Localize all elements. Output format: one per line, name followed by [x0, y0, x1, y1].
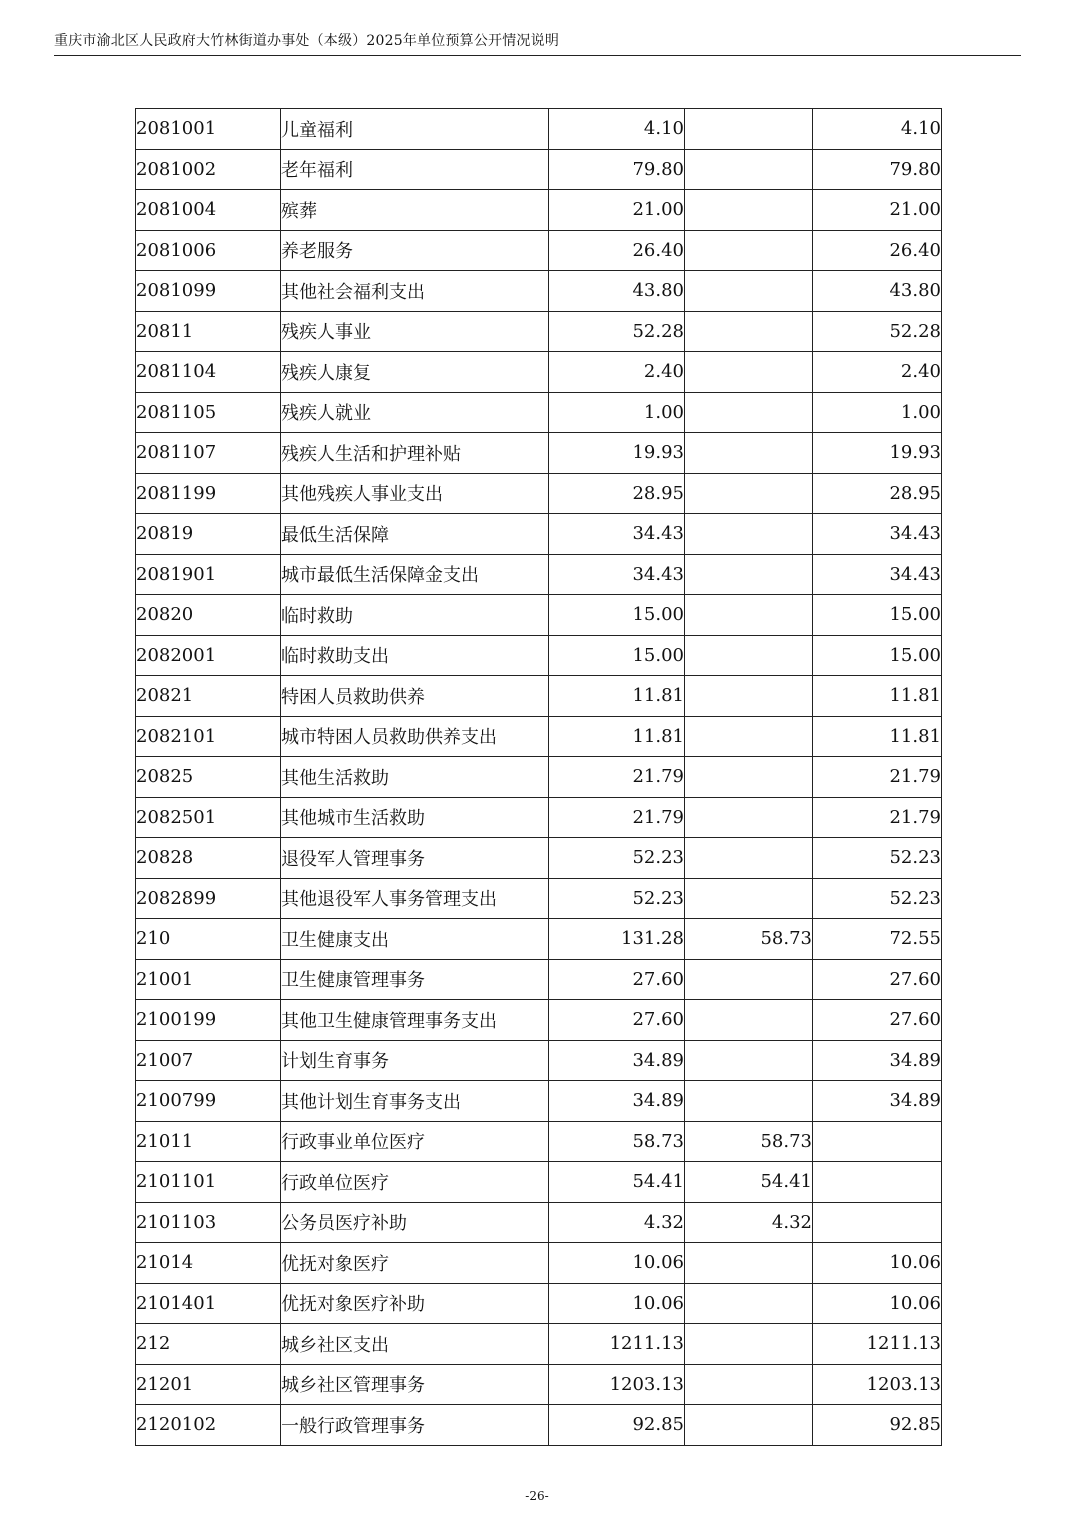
cell-total-amount: 58.73 [549, 1121, 685, 1162]
cell-project-expenditure: 52.23 [813, 838, 942, 879]
cell-total-amount: 52.23 [549, 878, 685, 919]
cell-project-expenditure: 1.00 [813, 392, 942, 433]
table-row [136, 959, 942, 1000]
cell-project-expenditure: 52.28 [813, 311, 942, 352]
cell-subject-name: 城乡社区管理事务 [281, 1364, 549, 1405]
cell-subject-code: 20820 [136, 595, 281, 636]
cell-project-expenditure: 21.79 [813, 757, 942, 798]
cell-project-expenditure [813, 1121, 942, 1162]
cell-project-expenditure [813, 1202, 942, 1243]
cell-subject-name: 临时救助 [281, 595, 549, 636]
cell-project-expenditure: 15.00 [813, 635, 942, 676]
cell-project-expenditure: 34.43 [813, 554, 942, 595]
cell-basic-expenditure: 4.32 [685, 1202, 813, 1243]
cell-total-amount: 19.93 [549, 433, 685, 474]
cell-subject-code: 2082899 [136, 878, 281, 919]
cell-total-amount: 28.95 [549, 473, 685, 514]
table-row [136, 109, 942, 150]
cell-total-amount: 34.43 [549, 514, 685, 555]
cell-subject-name: 残疾人生活和护理补贴 [281, 433, 549, 474]
cell-project-expenditure: 34.43 [813, 514, 942, 555]
cell-project-expenditure: 34.89 [813, 1040, 942, 1081]
cell-basic-expenditure [685, 433, 813, 474]
cell-total-amount: 1211.13 [549, 1324, 685, 1365]
cell-subject-name: 其他卫生健康管理事务支出 [281, 1000, 549, 1041]
cell-subject-name: 最低生活保障 [281, 514, 549, 555]
cell-total-amount: 52.23 [549, 838, 685, 879]
cell-subject-name: 其他生活救助 [281, 757, 549, 798]
cell-subject-code: 2081107 [136, 433, 281, 474]
table-row [136, 1364, 942, 1405]
cell-project-expenditure: 4.10 [813, 109, 942, 150]
cell-total-amount: 21.79 [549, 757, 685, 798]
cell-basic-expenditure [685, 190, 813, 231]
cell-total-amount: 34.89 [549, 1040, 685, 1081]
cell-total-amount: 21.00 [549, 190, 685, 231]
cell-basic-expenditure [685, 1364, 813, 1405]
cell-subject-code: 21014 [136, 1243, 281, 1284]
cell-subject-name: 一般行政管理事务 [281, 1405, 549, 1446]
table-row [136, 271, 942, 312]
cell-subject-name: 计划生育事务 [281, 1040, 549, 1081]
cell-subject-name: 退役军人管理事务 [281, 838, 549, 879]
table-row [136, 757, 942, 798]
budget-table-body [136, 109, 942, 1446]
cell-project-expenditure: 2.40 [813, 352, 942, 393]
cell-subject-name: 殡葬 [281, 190, 549, 231]
cell-subject-name: 公务员医疗补助 [281, 1202, 549, 1243]
cell-subject-name: 残疾人康复 [281, 352, 549, 393]
cell-basic-expenditure [685, 838, 813, 879]
cell-subject-name: 其他残疾人事业支出 [281, 473, 549, 514]
cell-subject-code: 2081006 [136, 230, 281, 271]
cell-basic-expenditure [685, 1081, 813, 1122]
table-row [136, 1324, 942, 1365]
cell-total-amount: 2.40 [549, 352, 685, 393]
table-row [136, 716, 942, 757]
table-row [136, 919, 942, 960]
cell-basic-expenditure [685, 595, 813, 636]
header-divider [54, 55, 1021, 56]
cell-project-expenditure: 72.55 [813, 919, 942, 960]
cell-total-amount: 15.00 [549, 595, 685, 636]
cell-total-amount: 11.81 [549, 676, 685, 717]
cell-basic-expenditure [685, 757, 813, 798]
cell-subject-code: 2101401 [136, 1283, 281, 1324]
cell-basic-expenditure [685, 1243, 813, 1284]
cell-basic-expenditure [685, 392, 813, 433]
cell-basic-expenditure [685, 1283, 813, 1324]
cell-subject-code: 20828 [136, 838, 281, 879]
cell-total-amount: 10.06 [549, 1243, 685, 1284]
cell-subject-name: 老年福利 [281, 149, 549, 190]
cell-total-amount: 27.60 [549, 959, 685, 1000]
cell-subject-code: 212 [136, 1324, 281, 1365]
cell-project-expenditure: 1203.13 [813, 1364, 942, 1405]
table-row [136, 1121, 942, 1162]
cell-project-expenditure: 19.93 [813, 433, 942, 474]
cell-basic-expenditure [685, 1040, 813, 1081]
cell-project-expenditure: 34.89 [813, 1081, 942, 1122]
cell-basic-expenditure [685, 797, 813, 838]
table-row [136, 1405, 942, 1446]
cell-subject-name: 优抚对象医疗 [281, 1243, 549, 1284]
cell-basic-expenditure [685, 514, 813, 555]
table-row [136, 514, 942, 555]
cell-project-expenditure [813, 1162, 942, 1203]
cell-subject-name: 卫生健康支出 [281, 919, 549, 960]
cell-subject-code: 21011 [136, 1121, 281, 1162]
cell-subject-code: 210 [136, 919, 281, 960]
cell-subject-code: 2082101 [136, 716, 281, 757]
table-row [136, 433, 942, 474]
cell-total-amount: 27.60 [549, 1000, 685, 1041]
cell-basic-expenditure [685, 959, 813, 1000]
cell-total-amount: 26.40 [549, 230, 685, 271]
cell-total-amount: 54.41 [549, 1162, 685, 1203]
cell-subject-code: 2081104 [136, 352, 281, 393]
cell-subject-code: 20819 [136, 514, 281, 555]
cell-total-amount: 4.32 [549, 1202, 685, 1243]
cell-basic-expenditure [685, 109, 813, 150]
cell-subject-code: 2120102 [136, 1405, 281, 1446]
table-row [136, 473, 942, 514]
cell-project-expenditure: 10.06 [813, 1243, 942, 1284]
cell-subject-code: 21201 [136, 1364, 281, 1405]
cell-subject-code: 21001 [136, 959, 281, 1000]
cell-subject-code: 20821 [136, 676, 281, 717]
cell-project-expenditure: 10.06 [813, 1283, 942, 1324]
document-header-title: 重庆市渝北区人民政府大竹林街道办事处（本级）2025年单位预算公开情况说明 [54, 33, 560, 49]
cell-total-amount: 10.06 [549, 1283, 685, 1324]
cell-subject-code: 2081105 [136, 392, 281, 433]
table-row [136, 352, 942, 393]
cell-total-amount: 34.43 [549, 554, 685, 595]
cell-basic-expenditure [685, 676, 813, 717]
cell-project-expenditure: 1211.13 [813, 1324, 942, 1365]
cell-subject-code: 2100199 [136, 1000, 281, 1041]
cell-project-expenditure: 52.23 [813, 878, 942, 919]
table-row [136, 1162, 942, 1203]
cell-subject-name: 其他计划生育事务支出 [281, 1081, 549, 1122]
cell-total-amount: 21.79 [549, 797, 685, 838]
table-row [136, 392, 942, 433]
cell-subject-name: 临时救助支出 [281, 635, 549, 676]
cell-total-amount: 79.80 [549, 149, 685, 190]
budget-table [135, 108, 942, 1446]
cell-basic-expenditure [685, 1000, 813, 1041]
cell-basic-expenditure [685, 1324, 813, 1365]
cell-project-expenditure: 28.95 [813, 473, 942, 514]
cell-total-amount: 52.28 [549, 311, 685, 352]
cell-subject-code: 2081099 [136, 271, 281, 312]
cell-subject-code: 2081901 [136, 554, 281, 595]
cell-project-expenditure: 11.81 [813, 716, 942, 757]
cell-subject-code: 21007 [136, 1040, 281, 1081]
cell-subject-name: 其他城市生活救助 [281, 797, 549, 838]
cell-total-amount: 92.85 [549, 1405, 685, 1446]
cell-subject-name: 城乡社区支出 [281, 1324, 549, 1365]
cell-basic-expenditure [685, 230, 813, 271]
cell-subject-name: 卫生健康管理事务 [281, 959, 549, 1000]
cell-subject-code: 20825 [136, 757, 281, 798]
cell-basic-expenditure [685, 554, 813, 595]
cell-subject-code: 2082001 [136, 635, 281, 676]
cell-subject-code: 2081001 [136, 109, 281, 150]
cell-basic-expenditure [685, 716, 813, 757]
cell-basic-expenditure [685, 878, 813, 919]
cell-subject-code: 2082501 [136, 797, 281, 838]
table-row [136, 230, 942, 271]
cell-total-amount: 34.89 [549, 1081, 685, 1122]
cell-total-amount: 1203.13 [549, 1364, 685, 1405]
table-row [136, 1202, 942, 1243]
cell-subject-name: 养老服务 [281, 230, 549, 271]
table-row [136, 149, 942, 190]
cell-basic-expenditure [685, 1405, 813, 1446]
cell-subject-code: 2101101 [136, 1162, 281, 1203]
cell-total-amount: 4.10 [549, 109, 685, 150]
cell-subject-name: 特困人员救助供养 [281, 676, 549, 717]
cell-basic-expenditure [685, 271, 813, 312]
table-row [136, 838, 942, 879]
cell-basic-expenditure [685, 311, 813, 352]
cell-project-expenditure: 11.81 [813, 676, 942, 717]
table-row [136, 190, 942, 231]
cell-project-expenditure: 15.00 [813, 595, 942, 636]
cell-total-amount: 11.81 [549, 716, 685, 757]
cell-subject-name: 优抚对象医疗补助 [281, 1283, 549, 1324]
table-row [136, 1040, 942, 1081]
table-row [136, 554, 942, 595]
cell-project-expenditure: 27.60 [813, 959, 942, 1000]
table-row [136, 1243, 942, 1284]
cell-subject-code: 2100799 [136, 1081, 281, 1122]
page-number: -26- [525, 1489, 549, 1503]
cell-total-amount: 15.00 [549, 635, 685, 676]
cell-subject-name: 城市最低生活保障金支出 [281, 554, 549, 595]
cell-subject-code: 2081199 [136, 473, 281, 514]
table-row [136, 1000, 942, 1041]
cell-basic-expenditure [685, 352, 813, 393]
cell-total-amount: 43.80 [549, 271, 685, 312]
cell-total-amount: 131.28 [549, 919, 685, 960]
cell-subject-name: 行政单位医疗 [281, 1162, 549, 1203]
cell-project-expenditure: 79.80 [813, 149, 942, 190]
cell-subject-code: 20811 [136, 311, 281, 352]
cell-subject-name: 儿童福利 [281, 109, 549, 150]
table-row [136, 311, 942, 352]
table-row [136, 1283, 942, 1324]
cell-subject-name: 残疾人就业 [281, 392, 549, 433]
cell-subject-name: 城市特困人员救助供养支出 [281, 716, 549, 757]
cell-subject-code: 2101103 [136, 1202, 281, 1243]
table-row [136, 878, 942, 919]
cell-subject-name: 其他社会福利支出 [281, 271, 549, 312]
cell-project-expenditure: 21.79 [813, 797, 942, 838]
cell-subject-name: 其他退役军人事务管理支出 [281, 878, 549, 919]
cell-project-expenditure: 92.85 [813, 1405, 942, 1446]
cell-project-expenditure: 21.00 [813, 190, 942, 231]
cell-basic-expenditure [685, 635, 813, 676]
cell-subject-code: 2081004 [136, 190, 281, 231]
table-row [136, 676, 942, 717]
table-row [136, 797, 942, 838]
cell-basic-expenditure: 58.73 [685, 919, 813, 960]
cell-subject-name: 行政事业单位医疗 [281, 1121, 549, 1162]
cell-project-expenditure: 43.80 [813, 271, 942, 312]
cell-project-expenditure: 27.60 [813, 1000, 942, 1041]
table-row [136, 1081, 942, 1122]
cell-total-amount: 1.00 [549, 392, 685, 433]
cell-subject-name: 残疾人事业 [281, 311, 549, 352]
cell-basic-expenditure: 58.73 [685, 1121, 813, 1162]
cell-subject-code: 2081002 [136, 149, 281, 190]
cell-basic-expenditure [685, 473, 813, 514]
cell-basic-expenditure [685, 149, 813, 190]
cell-project-expenditure: 26.40 [813, 230, 942, 271]
table-row [136, 595, 942, 636]
cell-basic-expenditure: 54.41 [685, 1162, 813, 1203]
table-row [136, 635, 942, 676]
